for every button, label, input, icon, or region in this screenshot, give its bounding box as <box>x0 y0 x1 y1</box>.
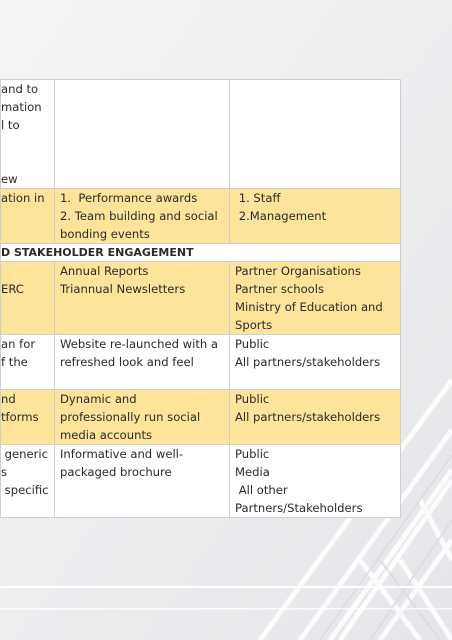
cell-text: ation in <box>1 191 45 205</box>
cell-text: Partner Organisations <box>235 264 361 278</box>
cell-text: Partner schools <box>235 282 325 296</box>
cell-text: mation <box>1 100 42 114</box>
stakeholder-engagement-table <box>0 79 401 518</box>
method-cell <box>55 262 230 335</box>
cell-text: f the <box>1 355 28 369</box>
table-row <box>1 262 401 335</box>
audience-cell <box>230 335 401 390</box>
cell-text: 2.Management <box>235 209 327 223</box>
cell-text: Public <box>235 337 270 351</box>
cell-text <box>1 152 54 170</box>
cell-text: nd <box>1 392 16 406</box>
cell-text: an for <box>1 337 36 351</box>
table-row <box>1 335 401 390</box>
cell-text: packaged brochure <box>60 465 172 479</box>
cell-text: Partners/Stakeholders <box>235 501 363 515</box>
cell-text: Public <box>235 447 270 461</box>
cell-text: refreshed look and feel <box>60 355 194 369</box>
cell-text: 1. Staff <box>235 191 281 205</box>
cell-text: specific <box>1 483 49 497</box>
column-1-cell <box>1 189 55 244</box>
column-1-cell <box>1 390 55 445</box>
method-cell <box>55 335 230 390</box>
table-row <box>1 390 401 445</box>
audience-cell <box>230 189 401 244</box>
cell-text: l to <box>1 118 20 132</box>
cell-text: professionally run social <box>60 410 201 424</box>
audience-cell <box>230 262 401 335</box>
cell-text: All partners/stakeholders <box>235 410 381 424</box>
section-title: D STAKEHOLDER ENGAGEMENT <box>1 244 401 262</box>
cell-text: Ministry of Education and <box>235 300 383 314</box>
section-header-row <box>1 244 401 262</box>
table-row <box>1 189 401 244</box>
cell-text: bonding events <box>60 227 150 241</box>
cell-text: Sports <box>235 318 273 332</box>
method-cell <box>55 80 230 189</box>
cell-text: Annual Reports <box>60 264 149 278</box>
cell-text <box>1 371 54 389</box>
table-row <box>1 445 401 518</box>
cell-text: All partners/stakeholders <box>235 355 381 369</box>
cell-text: and to <box>1 82 39 96</box>
cell-text <box>60 80 229 98</box>
footer-band <box>0 560 452 640</box>
cell-text: Website re-launched with a <box>60 337 219 351</box>
cell-text <box>1 262 54 280</box>
column-1-cell <box>1 335 55 390</box>
method-cell <box>55 445 230 518</box>
column-1-cell <box>1 80 55 189</box>
method-cell <box>55 189 230 244</box>
method-cell <box>55 390 230 445</box>
audience-cell <box>230 80 401 189</box>
column-1-cell <box>1 262 55 335</box>
cell-text <box>1 499 54 517</box>
table-row <box>1 80 401 189</box>
audience-cell <box>230 445 401 518</box>
audience-cell <box>230 390 401 445</box>
cell-text: 1. Performance awards <box>60 191 198 205</box>
cell-text: Media <box>235 465 270 479</box>
cell-text: Triannual Newsletters <box>60 282 186 296</box>
cell-text: ew <box>1 172 18 186</box>
cell-text <box>1 426 54 444</box>
cell-text: ERC <box>1 282 24 296</box>
cell-text: media accounts <box>60 428 153 442</box>
cell-text <box>235 80 400 98</box>
cell-text: tforms <box>1 410 39 424</box>
column-1-cell <box>1 445 55 518</box>
cell-text: generic <box>1 447 49 461</box>
cell-text <box>1 316 54 334</box>
cell-text <box>1 225 54 243</box>
cell-text: Dynamic and <box>60 392 137 406</box>
cell-text: s <box>1 465 8 479</box>
cell-text <box>1 134 54 152</box>
cell-text: Informative and well- <box>60 447 184 461</box>
cell-text: All other <box>235 483 288 497</box>
cell-text <box>1 298 54 316</box>
cell-text <box>1 207 54 225</box>
cell-text: Public <box>235 392 270 406</box>
cell-text: 2. Team building and social <box>60 209 218 223</box>
